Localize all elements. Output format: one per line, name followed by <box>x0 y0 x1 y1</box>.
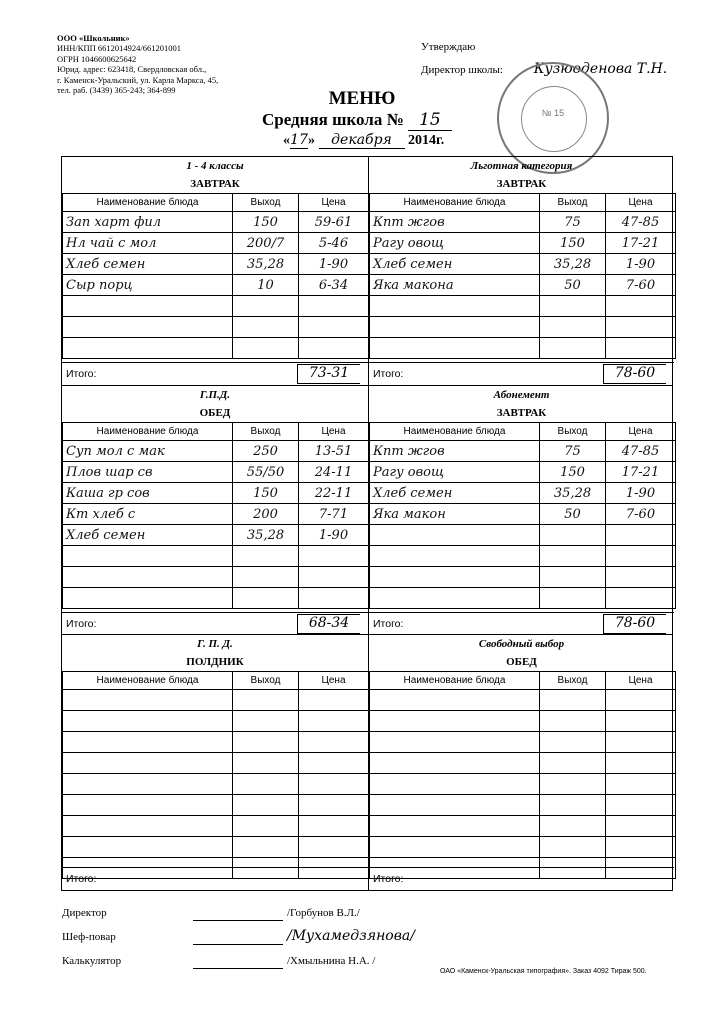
dish-output: 200/7 <box>233 233 299 254</box>
table-row <box>63 338 369 359</box>
menu-table <box>62 193 369 359</box>
dish-name <box>370 711 540 732</box>
dish-price <box>606 690 676 711</box>
col-price-header: Цена <box>299 423 369 441</box>
school-line <box>262 110 452 131</box>
section-total <box>62 362 368 385</box>
dish-output: 75 <box>540 441 606 462</box>
org-info <box>57 33 218 95</box>
dish-price: 1-90 <box>299 525 369 546</box>
printer-info: ОАО «Каменск-Уральская типография». Заказ 4092 Тираж 500. <box>440 968 647 975</box>
sig-chef-name: /Мухамедзянова/ <box>287 928 415 944</box>
dish-name <box>370 317 540 338</box>
dish-price: 17-21 <box>606 233 676 254</box>
table-row <box>63 296 369 317</box>
sig-director <box>62 907 107 919</box>
dish-price <box>299 690 369 711</box>
dish-price <box>606 711 676 732</box>
dish-name: Кт хлеб с <box>63 504 233 525</box>
dish-output: 35,28 <box>540 254 606 275</box>
dish-price <box>299 317 369 338</box>
dish-price <box>606 317 676 338</box>
table-row <box>370 254 676 275</box>
table-row <box>63 212 369 233</box>
dish-output <box>540 711 606 732</box>
seal-text: № 15 <box>541 108 565 118</box>
table-row <box>63 837 369 858</box>
col-out-header: Выход <box>233 672 299 690</box>
table-row <box>63 441 369 462</box>
dish-name: Зап харт фил <box>63 212 233 233</box>
dish-price <box>299 816 369 837</box>
dish-name <box>63 816 233 837</box>
dish-price: 59-61 <box>299 212 369 233</box>
table-header-row <box>370 672 676 690</box>
table-row <box>63 504 369 525</box>
dish-name: Яка макон <box>370 504 540 525</box>
section-s5 <box>62 635 368 890</box>
dish-output <box>540 317 606 338</box>
total-label: Итого: <box>66 618 97 630</box>
section-category: 1 - 4 классы <box>186 160 244 172</box>
dish-name <box>63 317 233 338</box>
approve-label: Утверждаю <box>421 41 476 53</box>
dish-name: Хлеб семен <box>63 254 233 275</box>
table-row <box>370 732 676 753</box>
table-row <box>370 774 676 795</box>
section-meal: ПОЛДНИК <box>186 656 244 668</box>
table-row <box>370 588 676 609</box>
dish-price <box>299 546 369 567</box>
dish-output <box>540 816 606 837</box>
dish-output: 55/50 <box>233 462 299 483</box>
dish-name <box>63 795 233 816</box>
section-meal: ОБЕД <box>199 407 231 419</box>
dish-output <box>540 546 606 567</box>
table-row <box>63 546 369 567</box>
dish-output <box>540 732 606 753</box>
dish-output <box>540 525 606 546</box>
table-row <box>63 483 369 504</box>
dish-output: 75 <box>540 212 606 233</box>
total-label: Итого: <box>373 368 404 380</box>
total-value: 73-31 <box>297 364 360 384</box>
section-category: Льготная категория <box>470 160 573 172</box>
dish-price: 22-11 <box>299 483 369 504</box>
sig-calc-label: Калькулятор <box>62 955 122 967</box>
dish-price <box>299 588 369 609</box>
section-meal: ЗАВТРАК <box>496 178 547 190</box>
total-value: 78-60 <box>603 364 666 384</box>
dish-output <box>540 567 606 588</box>
dish-output <box>233 774 299 795</box>
section-total <box>62 612 368 635</box>
dish-name <box>370 546 540 567</box>
dish-price <box>299 753 369 774</box>
table-row <box>370 795 676 816</box>
menu-grid <box>61 156 673 891</box>
dish-name <box>63 837 233 858</box>
total-label: Итого: <box>373 618 404 630</box>
menu-table <box>369 193 676 359</box>
table-row <box>370 567 676 588</box>
dish-price <box>299 837 369 858</box>
table-row <box>63 588 369 609</box>
table-row <box>370 690 676 711</box>
dish-price <box>606 338 676 359</box>
section-category: Г. П. Д. <box>197 638 233 650</box>
dish-name <box>63 588 233 609</box>
dish-name <box>63 690 233 711</box>
table-row <box>370 462 676 483</box>
table-row <box>63 816 369 837</box>
section-total <box>369 362 674 385</box>
dish-output <box>233 837 299 858</box>
dish-price: 47-85 <box>606 441 676 462</box>
dish-output: 50 <box>540 275 606 296</box>
dish-price: 6-34 <box>299 275 369 296</box>
dish-output <box>233 546 299 567</box>
table-row <box>370 546 676 567</box>
block-row-3 <box>62 634 672 890</box>
table-row <box>63 732 369 753</box>
dish-name <box>370 338 540 359</box>
table-row <box>370 338 676 359</box>
dish-name: Хлеб семен <box>370 254 540 275</box>
total-label: Итого: <box>373 873 404 885</box>
dish-output <box>233 732 299 753</box>
section-total <box>62 867 368 890</box>
dish-price: 13-51 <box>299 441 369 462</box>
dish-name: Каша гр сов <box>63 483 233 504</box>
table-row <box>63 275 369 296</box>
table-row <box>63 317 369 338</box>
menu-table <box>369 422 676 609</box>
dish-price: 1-90 <box>606 483 676 504</box>
date-day: 17 <box>290 132 308 148</box>
menu-date <box>283 132 444 149</box>
dish-output <box>540 795 606 816</box>
dish-name: Рагу овощ <box>370 462 540 483</box>
dish-output <box>233 690 299 711</box>
dish-price: 47-85 <box>606 212 676 233</box>
dish-output <box>233 588 299 609</box>
table-row <box>370 233 676 254</box>
dish-price <box>606 753 676 774</box>
table-header-row <box>63 423 369 441</box>
table-row <box>370 837 676 858</box>
dish-output <box>233 795 299 816</box>
table-row <box>63 753 369 774</box>
page-title: МЕНЮ <box>328 88 396 109</box>
dish-name: Сыр порц <box>63 275 233 296</box>
dish-price <box>606 774 676 795</box>
dish-name <box>370 525 540 546</box>
section-s2 <box>368 157 674 385</box>
dish-name <box>370 732 540 753</box>
section-meal: ЗАВТРАК <box>190 178 240 190</box>
dish-price <box>606 837 676 858</box>
dish-name <box>63 732 233 753</box>
dish-name <box>63 546 233 567</box>
dish-price <box>606 588 676 609</box>
dish-name <box>63 567 233 588</box>
dish-name <box>370 795 540 816</box>
dish-output: 35,28 <box>540 483 606 504</box>
dish-name <box>63 711 233 732</box>
table-row <box>370 441 676 462</box>
dish-name <box>370 837 540 858</box>
section-total <box>369 612 674 635</box>
table-row <box>370 525 676 546</box>
table-row <box>370 483 676 504</box>
sig-calc <box>62 955 121 967</box>
sig-line-calc <box>193 968 283 969</box>
col-out-header: Выход <box>233 423 299 441</box>
col-price-header: Цена <box>606 194 676 212</box>
table-header-row <box>370 423 676 441</box>
school-number: 15 <box>408 110 452 131</box>
table-row <box>370 296 676 317</box>
dish-output: 150 <box>233 212 299 233</box>
section-category: Свободный выбор <box>478 638 565 650</box>
dish-output <box>233 296 299 317</box>
dish-name: Плов шар св <box>63 462 233 483</box>
dish-price <box>606 296 676 317</box>
dish-price <box>299 567 369 588</box>
school-label: Средняя школа № <box>262 110 404 129</box>
dish-name <box>370 774 540 795</box>
table-row <box>370 504 676 525</box>
dish-name: Кпт жгов <box>370 441 540 462</box>
menu-table <box>62 671 369 879</box>
section-meal: ОБЕД <box>506 656 537 668</box>
col-price-header: Цена <box>606 672 676 690</box>
table-row <box>63 254 369 275</box>
table-row <box>370 212 676 233</box>
table-header-row <box>370 194 676 212</box>
dish-price: 24-11 <box>299 462 369 483</box>
table-row <box>63 233 369 254</box>
dish-output <box>233 567 299 588</box>
dish-output <box>233 753 299 774</box>
col-name-header: Наименование блюда <box>370 423 540 441</box>
dish-name: Рагу овощ <box>370 233 540 254</box>
org-inn: ИНН/КПП 6612014924/661201001 <box>57 43 181 54</box>
dish-output: 10 <box>233 275 299 296</box>
dish-name <box>63 296 233 317</box>
dish-output <box>540 338 606 359</box>
org-phone: тел. раб. (3439) 365-243; 364-899 <box>57 85 176 96</box>
dish-name: Суп мол с мак <box>63 441 233 462</box>
dish-price <box>606 525 676 546</box>
date-quote-open: « <box>283 133 290 148</box>
date-month: декабря <box>319 132 405 149</box>
table-row <box>370 816 676 837</box>
table-row <box>63 711 369 732</box>
dish-output: 35,28 <box>233 254 299 275</box>
section-category: Абонемент <box>493 389 550 401</box>
sig-line-director <box>193 920 283 921</box>
table-row <box>370 317 676 338</box>
dish-name <box>370 567 540 588</box>
section-s1 <box>62 157 368 385</box>
dish-price: 7-60 <box>606 504 676 525</box>
dish-price: 1-90 <box>606 254 676 275</box>
menu-table <box>369 671 676 879</box>
sig-director-label: Директор <box>62 907 107 919</box>
section-meal: ЗАВТРАК <box>496 407 547 419</box>
director-signature: Кузюоденова Т.Н. <box>533 61 668 77</box>
total-label: Итого: <box>66 368 97 380</box>
block-row-2 <box>62 385 672 635</box>
col-price-header: Цена <box>299 672 369 690</box>
sig-chef <box>62 931 116 943</box>
dish-name <box>370 296 540 317</box>
col-name-header: Наименование блюда <box>63 423 233 441</box>
section-category: Г.П.Д. <box>199 389 231 401</box>
dish-price: 1-90 <box>299 254 369 275</box>
section-s3 <box>62 386 368 635</box>
dish-name: Кпт жгов <box>370 212 540 233</box>
dish-output: 50 <box>540 504 606 525</box>
dish-output: 200 <box>233 504 299 525</box>
dish-price: 5-46 <box>299 233 369 254</box>
sig-calc-name: /Хмыльнина Н.А. / <box>287 955 376 967</box>
col-price-header: Цена <box>606 423 676 441</box>
dish-output <box>540 837 606 858</box>
dish-output <box>540 690 606 711</box>
table-row <box>63 567 369 588</box>
dish-output: 35,28 <box>233 525 299 546</box>
dish-price <box>606 546 676 567</box>
sig-chef-label: Шеф-повар <box>62 931 116 943</box>
col-price-header: Цена <box>299 194 369 212</box>
col-name-header: Наименование блюда <box>370 194 540 212</box>
dish-price: 17-21 <box>606 462 676 483</box>
dish-price <box>606 816 676 837</box>
table-row <box>63 525 369 546</box>
table-row <box>63 462 369 483</box>
col-out-header: Выход <box>540 672 606 690</box>
dish-name: Яка макона <box>370 275 540 296</box>
dish-price <box>299 338 369 359</box>
dish-output: 250 <box>233 441 299 462</box>
dish-price <box>299 795 369 816</box>
table-row <box>63 774 369 795</box>
sig-line-chef <box>193 944 283 945</box>
section-s4 <box>368 386 674 635</box>
total-label: Итого: <box>66 873 97 885</box>
dish-price <box>299 711 369 732</box>
dish-name <box>63 774 233 795</box>
table-row <box>63 795 369 816</box>
table-row <box>63 690 369 711</box>
col-name-header: Наименование блюда <box>370 672 540 690</box>
table-row <box>370 275 676 296</box>
col-name-header: Наименование блюда <box>63 194 233 212</box>
total-value: 78-60 <box>603 614 666 634</box>
dish-name <box>370 690 540 711</box>
dish-name: Хлеб семен <box>63 525 233 546</box>
date-year: 2014г. <box>408 133 445 148</box>
org-address-2: г. Каменск-Уральский, ул. Карла Маркса, 45, <box>57 74 219 85</box>
dish-name <box>63 753 233 774</box>
col-out-header: Выход <box>540 194 606 212</box>
menu-table <box>62 422 369 609</box>
dish-price <box>606 567 676 588</box>
dish-output: 150 <box>233 483 299 504</box>
dish-name <box>370 588 540 609</box>
dish-output <box>540 753 606 774</box>
total-value: 68-34 <box>297 614 360 634</box>
dish-price <box>299 296 369 317</box>
director-school-label: Директор школы: <box>421 64 503 76</box>
dish-name <box>370 753 540 774</box>
dish-output <box>540 774 606 795</box>
block-row-1 <box>62 157 672 385</box>
sig-director-name: /Горбунов В.Л./ <box>287 907 360 919</box>
dish-price: 7-60 <box>606 275 676 296</box>
dish-price <box>299 732 369 753</box>
dish-output <box>233 711 299 732</box>
dish-price: 7-71 <box>299 504 369 525</box>
dish-output <box>233 338 299 359</box>
col-out-header: Выход <box>540 423 606 441</box>
dish-name <box>370 816 540 837</box>
date-quote-close: » <box>308 133 315 148</box>
col-out-header: Выход <box>233 194 299 212</box>
org-name: ООО «Школьник» <box>57 33 130 43</box>
dish-price <box>299 774 369 795</box>
dish-output <box>540 588 606 609</box>
dish-output: 150 <box>540 233 606 254</box>
dish-output <box>233 317 299 338</box>
dish-name: Нл чай с мол <box>63 233 233 254</box>
table-row <box>370 711 676 732</box>
org-address-1: Юрид. адрес: 623418, Свердловская обл., <box>57 64 207 75</box>
table-header-row <box>63 672 369 690</box>
dish-name <box>63 338 233 359</box>
table-header-row <box>63 194 369 212</box>
dish-output: 150 <box>540 462 606 483</box>
table-row <box>370 753 676 774</box>
dish-output <box>540 296 606 317</box>
dish-price <box>606 795 676 816</box>
org-ogrn: ОГРН 1046600625642 <box>57 53 137 64</box>
dish-price <box>606 732 676 753</box>
dish-output <box>233 816 299 837</box>
col-name-header: Наименование блюда <box>63 672 233 690</box>
section-s6 <box>368 635 674 890</box>
section-total <box>369 867 674 890</box>
dish-name: Хлеб семен <box>370 483 540 504</box>
